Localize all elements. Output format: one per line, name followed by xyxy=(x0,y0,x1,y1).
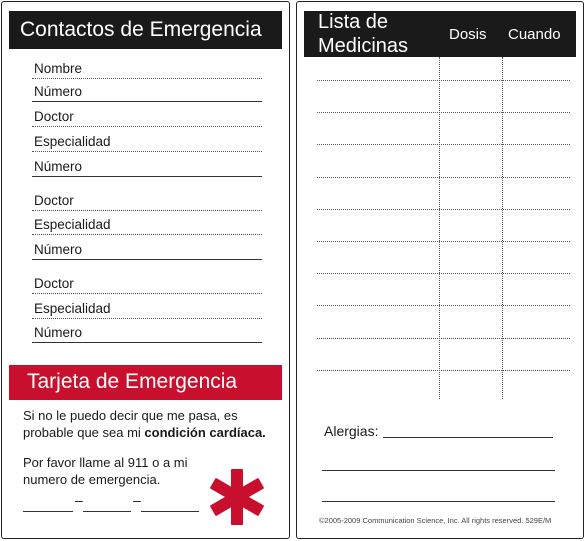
call-instructions xyxy=(23,454,188,488)
medicine-header-bar xyxy=(304,11,576,57)
contact-field-7[interactable] xyxy=(32,214,262,235)
contacts-header-bar xyxy=(9,11,282,49)
allergies-input-line-1[interactable] xyxy=(383,437,553,438)
medicine-row-line[interactable] xyxy=(317,241,570,242)
medicine-row-line[interactable] xyxy=(317,144,570,145)
contact-field-label: Nombre xyxy=(34,61,83,76)
phone-separator-2: – xyxy=(133,492,141,508)
contact-field-label: Especialidad xyxy=(34,301,111,316)
contact-field-label: Número xyxy=(34,84,83,99)
contact-field-1[interactable] xyxy=(32,58,262,79)
contact-field-2[interactable] xyxy=(32,81,262,102)
message-line-1: Si no le puedo decir que me pasa, es xyxy=(23,408,238,423)
emergency-card-title: Tarjeta de Emergencia xyxy=(27,370,238,393)
copyright-notice: ©2005-2009 Communication Science, Inc. All rights reserved. 529E/M xyxy=(319,516,552,525)
contact-field-4[interactable] xyxy=(32,131,262,152)
medical-asterisk-icon xyxy=(207,467,267,527)
contact-field-6[interactable] xyxy=(32,190,262,211)
message-line-3: Por favor llame al 911 o a mi xyxy=(23,455,188,470)
phone-line-number-blank[interactable] xyxy=(141,511,199,512)
contact-field-10[interactable] xyxy=(32,298,262,319)
contact-field-label: Especialidad xyxy=(34,134,111,149)
contact-field-label: Número xyxy=(34,159,83,174)
medicine-title-line-2: Medicinas xyxy=(318,35,409,57)
condition-bold-text: condición cardíaca. xyxy=(144,425,266,440)
phone-area-code-blank[interactable] xyxy=(23,511,73,512)
allergies-input-line-2[interactable] xyxy=(322,470,555,471)
medicine-row-line[interactable] xyxy=(317,273,570,274)
contact-field-label: Número xyxy=(34,242,83,257)
contact-field-8[interactable] xyxy=(32,239,262,260)
phone-prefix-blank[interactable] xyxy=(83,511,131,512)
medicine-row-line[interactable] xyxy=(317,209,570,210)
condition-message xyxy=(23,407,266,441)
allergies-label: Alergias: xyxy=(324,423,379,439)
contact-field-label: Número xyxy=(34,325,83,340)
when-column-header: Cuando xyxy=(508,26,561,43)
contacts-title: Contactos de Emergencia xyxy=(20,18,262,41)
medicine-list-title xyxy=(318,10,408,58)
message-line-4: numero de emergencia. xyxy=(23,472,161,487)
medicine-list-card xyxy=(296,1,584,539)
grid-divider-when xyxy=(502,57,503,399)
medicine-row-line[interactable] xyxy=(317,177,570,178)
message-line-2-prefix: probable que sea mi xyxy=(23,425,145,440)
contact-field-label: Doctor xyxy=(34,276,74,291)
medicine-row-line[interactable] xyxy=(317,80,570,81)
contact-field-label: Doctor xyxy=(34,193,74,208)
contact-field-3[interactable] xyxy=(32,106,262,127)
medicine-row-line[interactable] xyxy=(317,370,570,371)
medicine-row-line[interactable] xyxy=(317,305,570,306)
dose-column-header: Dosis xyxy=(449,26,487,43)
contact-field-label: Doctor xyxy=(34,109,74,124)
allergies-input-line-3[interactable] xyxy=(322,501,555,502)
contact-field-11[interactable] xyxy=(32,322,262,343)
contact-field-5[interactable] xyxy=(32,156,262,177)
medicine-row-line[interactable] xyxy=(317,338,570,339)
contact-field-label: Especialidad xyxy=(34,217,111,232)
emergency-card-header-bar xyxy=(9,365,282,400)
contact-field-9[interactable] xyxy=(32,273,262,294)
emergency-contacts-card xyxy=(1,1,290,539)
medicine-title-line-1: Lista de xyxy=(318,11,389,33)
medicine-row-line[interactable] xyxy=(317,112,570,113)
phone-separator-1: – xyxy=(75,492,83,508)
grid-divider-dose xyxy=(439,57,440,399)
message-line-2 xyxy=(23,424,266,441)
